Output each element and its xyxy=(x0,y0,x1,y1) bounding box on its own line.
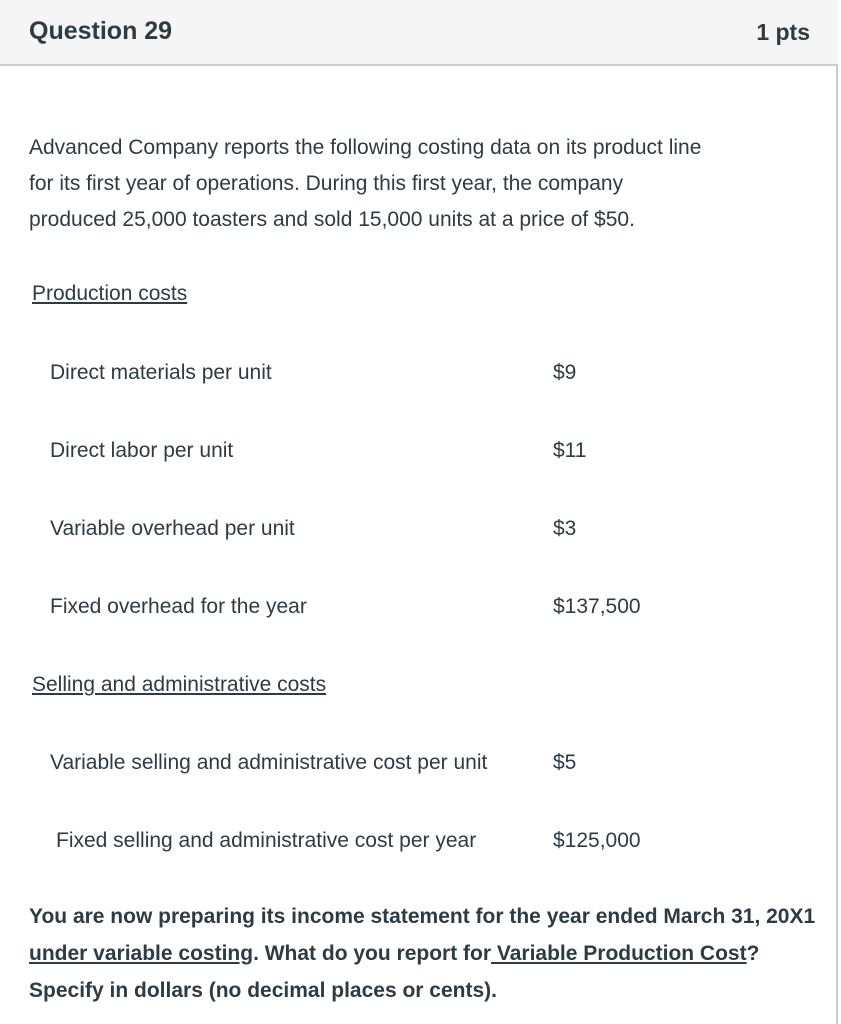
fixed-selling-admin-value: $125,000 xyxy=(553,829,641,852)
question-title: Question 29 xyxy=(29,17,173,45)
fixed-selling-admin-label: Fixed selling and administrative cost per year xyxy=(56,829,477,852)
production-costs-heading: Production costs xyxy=(32,282,188,305)
question-header xyxy=(0,0,838,66)
under-variable-costing-text: under variable costing xyxy=(29,942,254,965)
direct-materials-value: $9 xyxy=(553,361,577,384)
intro-line: for its first year of operations. During this first year, the company xyxy=(29,172,624,195)
variable-selling-admin-label: Variable selling and administrative cost per unit xyxy=(50,751,488,774)
fixed-overhead-value: $137,500 xyxy=(553,595,641,618)
fixed-overhead-label: Fixed overhead for the year xyxy=(50,595,307,618)
variable-production-cost-text: Variable Production Cost xyxy=(491,942,747,965)
intro-line: Advanced Company reports the following costing data on its product line xyxy=(29,136,702,159)
question-prompt xyxy=(29,898,819,1009)
variable-selling-admin-value: $5 xyxy=(553,751,577,774)
question-points: 1 pts xyxy=(756,19,810,45)
selling-admin-heading: Selling and administrative costs xyxy=(32,673,327,696)
variable-overhead-label: Variable overhead per unit xyxy=(50,517,295,540)
variable-overhead-value: $3 xyxy=(553,517,577,540)
direct-materials-label: Direct materials per unit xyxy=(50,361,272,384)
intro-paragraph xyxy=(29,130,819,238)
prompt-text: ? Specify in dollars (no decimal places or cents). xyxy=(29,942,760,1002)
intro-line: produced 25,000 toasters and sold 15,000 units at a price of $50. xyxy=(29,208,635,231)
prompt-text: You are now preparing its income statement for the year ended March 31, 20X1 xyxy=(29,905,816,928)
direct-labor-label: Direct labor per unit xyxy=(50,439,234,462)
direct-labor-value: $11 xyxy=(553,439,587,462)
prompt-text: . What do you report for xyxy=(253,942,492,965)
